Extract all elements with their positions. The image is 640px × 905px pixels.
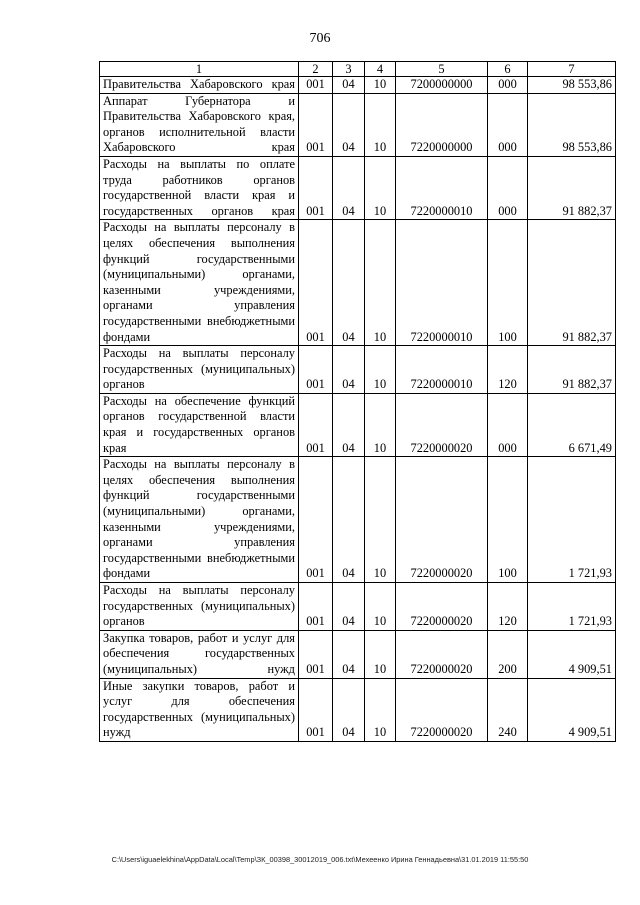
amount-cell: 98 553,86	[528, 77, 616, 94]
admin-code-cell: 001	[299, 346, 333, 394]
row-name-cell: Расходы на выплаты персоналу государственных (муниципальных) органов	[100, 346, 299, 394]
table-row	[100, 220, 616, 346]
amount-cell: 91 882,37	[528, 220, 616, 346]
row-name-cell: Расходы на выплаты персоналу в целях обеспечения выполнения функций государственными (муниципальными) органами, казенными учреждениями, органами управления государственными внебюджетными фондами	[100, 457, 299, 583]
admin-code-cell: 001	[299, 77, 333, 94]
table-row	[100, 457, 616, 583]
expense-type-cell: 240	[488, 678, 528, 741]
table-row	[100, 630, 616, 678]
amount-cell: 4 909,51	[528, 630, 616, 678]
subsection-cell: 10	[365, 156, 396, 219]
page-number: 706	[309, 31, 331, 46]
row-name-cell: Расходы на выплаты персоналу государственных (муниципальных) органов	[100, 583, 299, 631]
row-name-cell: Правительства Хабаровского края	[100, 77, 299, 94]
section-cell: 04	[333, 393, 365, 456]
section-cell: 04	[333, 678, 365, 741]
column-header: 1	[100, 62, 299, 77]
subsection-cell: 10	[365, 77, 396, 94]
row-name-cell: Аппарат Губернатора и Правительства Хабаровского края, органов исполнительной власти Хабаровского края	[100, 93, 299, 156]
admin-code-cell: 001	[299, 220, 333, 346]
admin-code-cell: 001	[299, 156, 333, 219]
table-row	[100, 77, 616, 94]
row-name-cell: Расходы на выплаты по оплате труда работников органов государственной власти края и государственных органов края	[100, 156, 299, 219]
column-header: 7	[528, 62, 616, 77]
admin-code-cell: 001	[299, 93, 333, 156]
target-article-cell: 7200000000	[396, 77, 488, 94]
section-cell: 04	[333, 220, 365, 346]
subsection-cell: 10	[365, 393, 396, 456]
column-header: 5	[396, 62, 488, 77]
admin-code-cell: 001	[299, 630, 333, 678]
subsection-cell: 10	[365, 220, 396, 346]
amount-cell: 98 553,86	[528, 93, 616, 156]
subsection-cell: 10	[365, 630, 396, 678]
row-name-cell: Расходы на выплаты персоналу в целях обеспечения выполнения функций государственными (муниципальными) органами, казенными учреждениями, органами управления государственными внебюджетными фондами	[100, 220, 299, 346]
target-article-cell: 7220000010	[396, 220, 488, 346]
expense-type-cell: 000	[488, 393, 528, 456]
target-article-cell: 7220000020	[396, 630, 488, 678]
budget-table	[99, 61, 616, 742]
subsection-cell: 10	[365, 678, 396, 741]
amount-cell: 4 909,51	[528, 678, 616, 741]
row-name-cell: Расходы на обеспечение функций органов государственной власти края и государственных органов края	[100, 393, 299, 456]
target-article-cell: 7220000020	[396, 457, 488, 583]
subsection-cell: 10	[365, 583, 396, 631]
column-header: 6	[488, 62, 528, 77]
section-cell: 04	[333, 93, 365, 156]
admin-code-cell: 001	[299, 678, 333, 741]
admin-code-cell: 001	[299, 393, 333, 456]
expense-type-cell: 100	[488, 457, 528, 583]
expense-type-cell: 000	[488, 156, 528, 219]
amount-cell: 91 882,37	[528, 346, 616, 394]
target-article-cell: 7220000020	[396, 393, 488, 456]
amount-cell: 1 721,93	[528, 457, 616, 583]
row-name-cell: Закупка товаров, работ и услуг для обеспечения государственных (муниципальных) нужд	[100, 630, 299, 678]
section-cell: 04	[333, 156, 365, 219]
subsection-cell: 10	[365, 346, 396, 394]
table-row	[100, 93, 616, 156]
section-cell: 04	[333, 77, 365, 94]
target-article-cell: 7220000010	[396, 156, 488, 219]
expense-type-cell: 200	[488, 630, 528, 678]
target-article-cell: 7220000020	[396, 678, 488, 741]
amount-cell: 6 671,49	[528, 393, 616, 456]
table-row	[100, 393, 616, 456]
target-article-cell: 7220000000	[396, 93, 488, 156]
expense-type-cell: 100	[488, 220, 528, 346]
file-path-footer: C:\Users\iguaelekhina\AppData\Local\Temp\ЗК_00398_30012019_006.txt\Мехеенко Ирина Геннадьевна\31.01.2019 11:55:50	[111, 855, 529, 864]
table-row	[100, 346, 616, 394]
target-article-cell: 7220000010	[396, 346, 488, 394]
section-cell: 04	[333, 457, 365, 583]
table-row	[100, 678, 616, 741]
column-header: 2	[299, 62, 333, 77]
amount-cell: 91 882,37	[528, 156, 616, 219]
expense-type-cell: 120	[488, 583, 528, 631]
amount-cell: 1 721,93	[528, 583, 616, 631]
section-cell: 04	[333, 346, 365, 394]
section-cell: 04	[333, 630, 365, 678]
table-row	[100, 156, 616, 219]
subsection-cell: 10	[365, 93, 396, 156]
row-name-cell: Иные закупки товаров, работ и услуг для обеспечения государственных (муниципальных) нужд	[100, 678, 299, 741]
expense-type-cell: 120	[488, 346, 528, 394]
header-row	[100, 62, 616, 77]
admin-code-cell: 001	[299, 457, 333, 583]
expense-type-cell: 000	[488, 93, 528, 156]
column-header: 3	[333, 62, 365, 77]
section-cell: 04	[333, 583, 365, 631]
subsection-cell: 10	[365, 457, 396, 583]
admin-code-cell: 001	[299, 583, 333, 631]
target-article-cell: 7220000020	[396, 583, 488, 631]
column-header: 4	[365, 62, 396, 77]
table-row	[100, 583, 616, 631]
expense-type-cell: 000	[488, 77, 528, 94]
